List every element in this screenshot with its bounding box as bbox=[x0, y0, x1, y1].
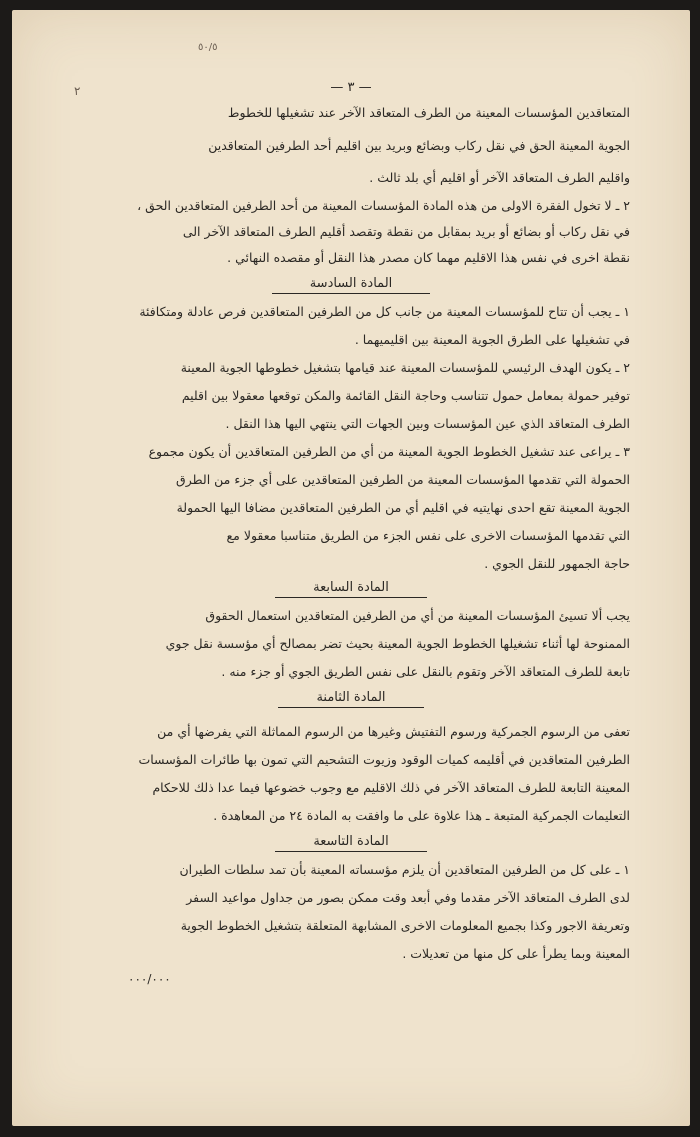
text-line: ١ ـ على كل من الطرفين المتعاقدين أن يلزم مؤسساته المعينة بأن تمد سلطات الطيران bbox=[179, 862, 630, 877]
text-line: تعفى من الرسوم الجمركية ورسوم التفتيش وغيرها من الرسوم المماثلة التي يفرضها أي من bbox=[157, 724, 630, 739]
text-line: حاجة الجمهور للنقل الجوي . bbox=[484, 556, 630, 571]
text-line: الجوية المعينة الحق في نقل ركاب وبضائع وبريد بين اقليم أحد الطرفين المتعاقدين bbox=[208, 138, 630, 153]
text-line: وتعريفة الاجور وكذا بجميع المعلومات الاخرى المشابهة المتعلقة بتشغيل الخطوط الجوية bbox=[180, 918, 630, 933]
document-page bbox=[12, 10, 690, 1126]
text-line: التي تقدمها المؤسسات الاخرى على نفس الجزء من الطريق متناسبا معقولا مع bbox=[226, 528, 630, 543]
article-heading: المادة الثامنة bbox=[12, 690, 690, 705]
text-line: نقطة اخرى في نفس هذا الاقليم مهما كان مصدر هذا النقل أو مقصده النهائي . bbox=[227, 250, 630, 265]
text-line: ٢ ـ يكون الهدف الرئيسي للمؤسسات المعينة عند قيامها بتشغيل خطوطها الجوية المعينة bbox=[180, 360, 630, 375]
text-line: الطرفين المتعاقدين في أقليمه كميات الوقود وزيوت التشحيم التي تمون بها طائرات المؤسسات bbox=[138, 752, 630, 767]
text-line: ٣ ـ يراعى عند تشغيل الخطوط الجوية المعينة من أي من الطرفين المتعاقدين أن يكون مجموع bbox=[148, 444, 630, 459]
article-heading: المادة التاسعة bbox=[12, 834, 690, 849]
text-line: ١ ـ يجب أن تتاح للمؤسسات المعينة من جانب كل من الطرفين المتعاقدين فرص عادلة ومتكافئة bbox=[139, 304, 630, 319]
text-line: واقليم الطرف المتعاقد الآخر أو اقليم أي بلد ثالث . bbox=[369, 170, 630, 185]
text-line: في تشغيلها على الطرق الجوية المعينة بين اقليميهما . bbox=[354, 332, 630, 347]
text-line: التعليمات الجمركية المتبعة ـ هذا علاوة على ما وافقت به المادة ٢٤ من المعاهدة . bbox=[213, 808, 630, 823]
text-line: المتعاقدين المؤسسات المعينة من الطرف المتعاقد الآخر عند تشغيلها للخطوط bbox=[227, 105, 630, 120]
text-line: الجوية المعينة تقع احدى نهايتيه في اقليم أي من الطرفين المتعاقدين مضافا اليها الحمولة bbox=[176, 500, 630, 515]
text-line: الحمولة التي تقدمها المؤسسات المعينة من الطرفين المتعاقدين على أي جزء من الطرق bbox=[176, 472, 630, 487]
text-line: الممنوحة لها أثناء تشغيلها الخطوط الجوية المعينة بحيث تضر بمصالح أي مؤسسة نقل جوي bbox=[165, 636, 630, 651]
article-heading: المادة السابعة bbox=[12, 580, 690, 595]
top-mark: ٥٠/٥ bbox=[198, 42, 218, 53]
text-line: المعينة التابعة للطرف المتعاقد الآخر في ذلك الاقليم مع وجوب خضوعها فيما عدا ذلك للاحكام bbox=[152, 780, 630, 795]
page-footer: ٠٠٠/٠٠٠ bbox=[128, 972, 171, 986]
text-line: الطرف المتعاقد الذي عين المؤسسات وبين الجهات التي ينتهي اليها هذا النقل . bbox=[225, 416, 630, 431]
text-line: لدى الطرف المتعاقد الآخر مقدما وفي أبعد وقت ممكن بصور من جداول مواعيد السفر bbox=[186, 890, 630, 905]
text-line: في نقل ركاب أو بضائع أو بريد بمقابل من نقطة وتقصد أقليم الطرف المتعاقد الآخر الى bbox=[182, 224, 630, 239]
text-line: توفير حمولة بمعامل حمول تتناسب وحاجة النقل القائمة والمكن توقعها معقولا بين اقليم bbox=[181, 388, 630, 403]
text-line: ٢ ـ لا تخول الفقرة الاولى من هذه المادة المؤسسات المعينة من أحد الطرفين المتعاقدين الحق ، bbox=[137, 198, 630, 213]
corner-mark: ٢ bbox=[74, 84, 81, 98]
text-line: تابعة للطرف المتعاقد الآخر وتقوم بالنقل على نفس الطريق الجوي أو جزء منه . bbox=[221, 664, 630, 679]
text-line: المعينة وبما يطرأ على كل منها من تعديلات . bbox=[402, 946, 630, 961]
page-number: — ٣ — bbox=[330, 80, 372, 95]
article-heading: المادة السادسة bbox=[12, 276, 690, 291]
text-line: يجب ألا تسيئ المؤسسات المعينة من أي من الطرفين المتعاقدين استعمال الحقوق bbox=[205, 608, 630, 623]
